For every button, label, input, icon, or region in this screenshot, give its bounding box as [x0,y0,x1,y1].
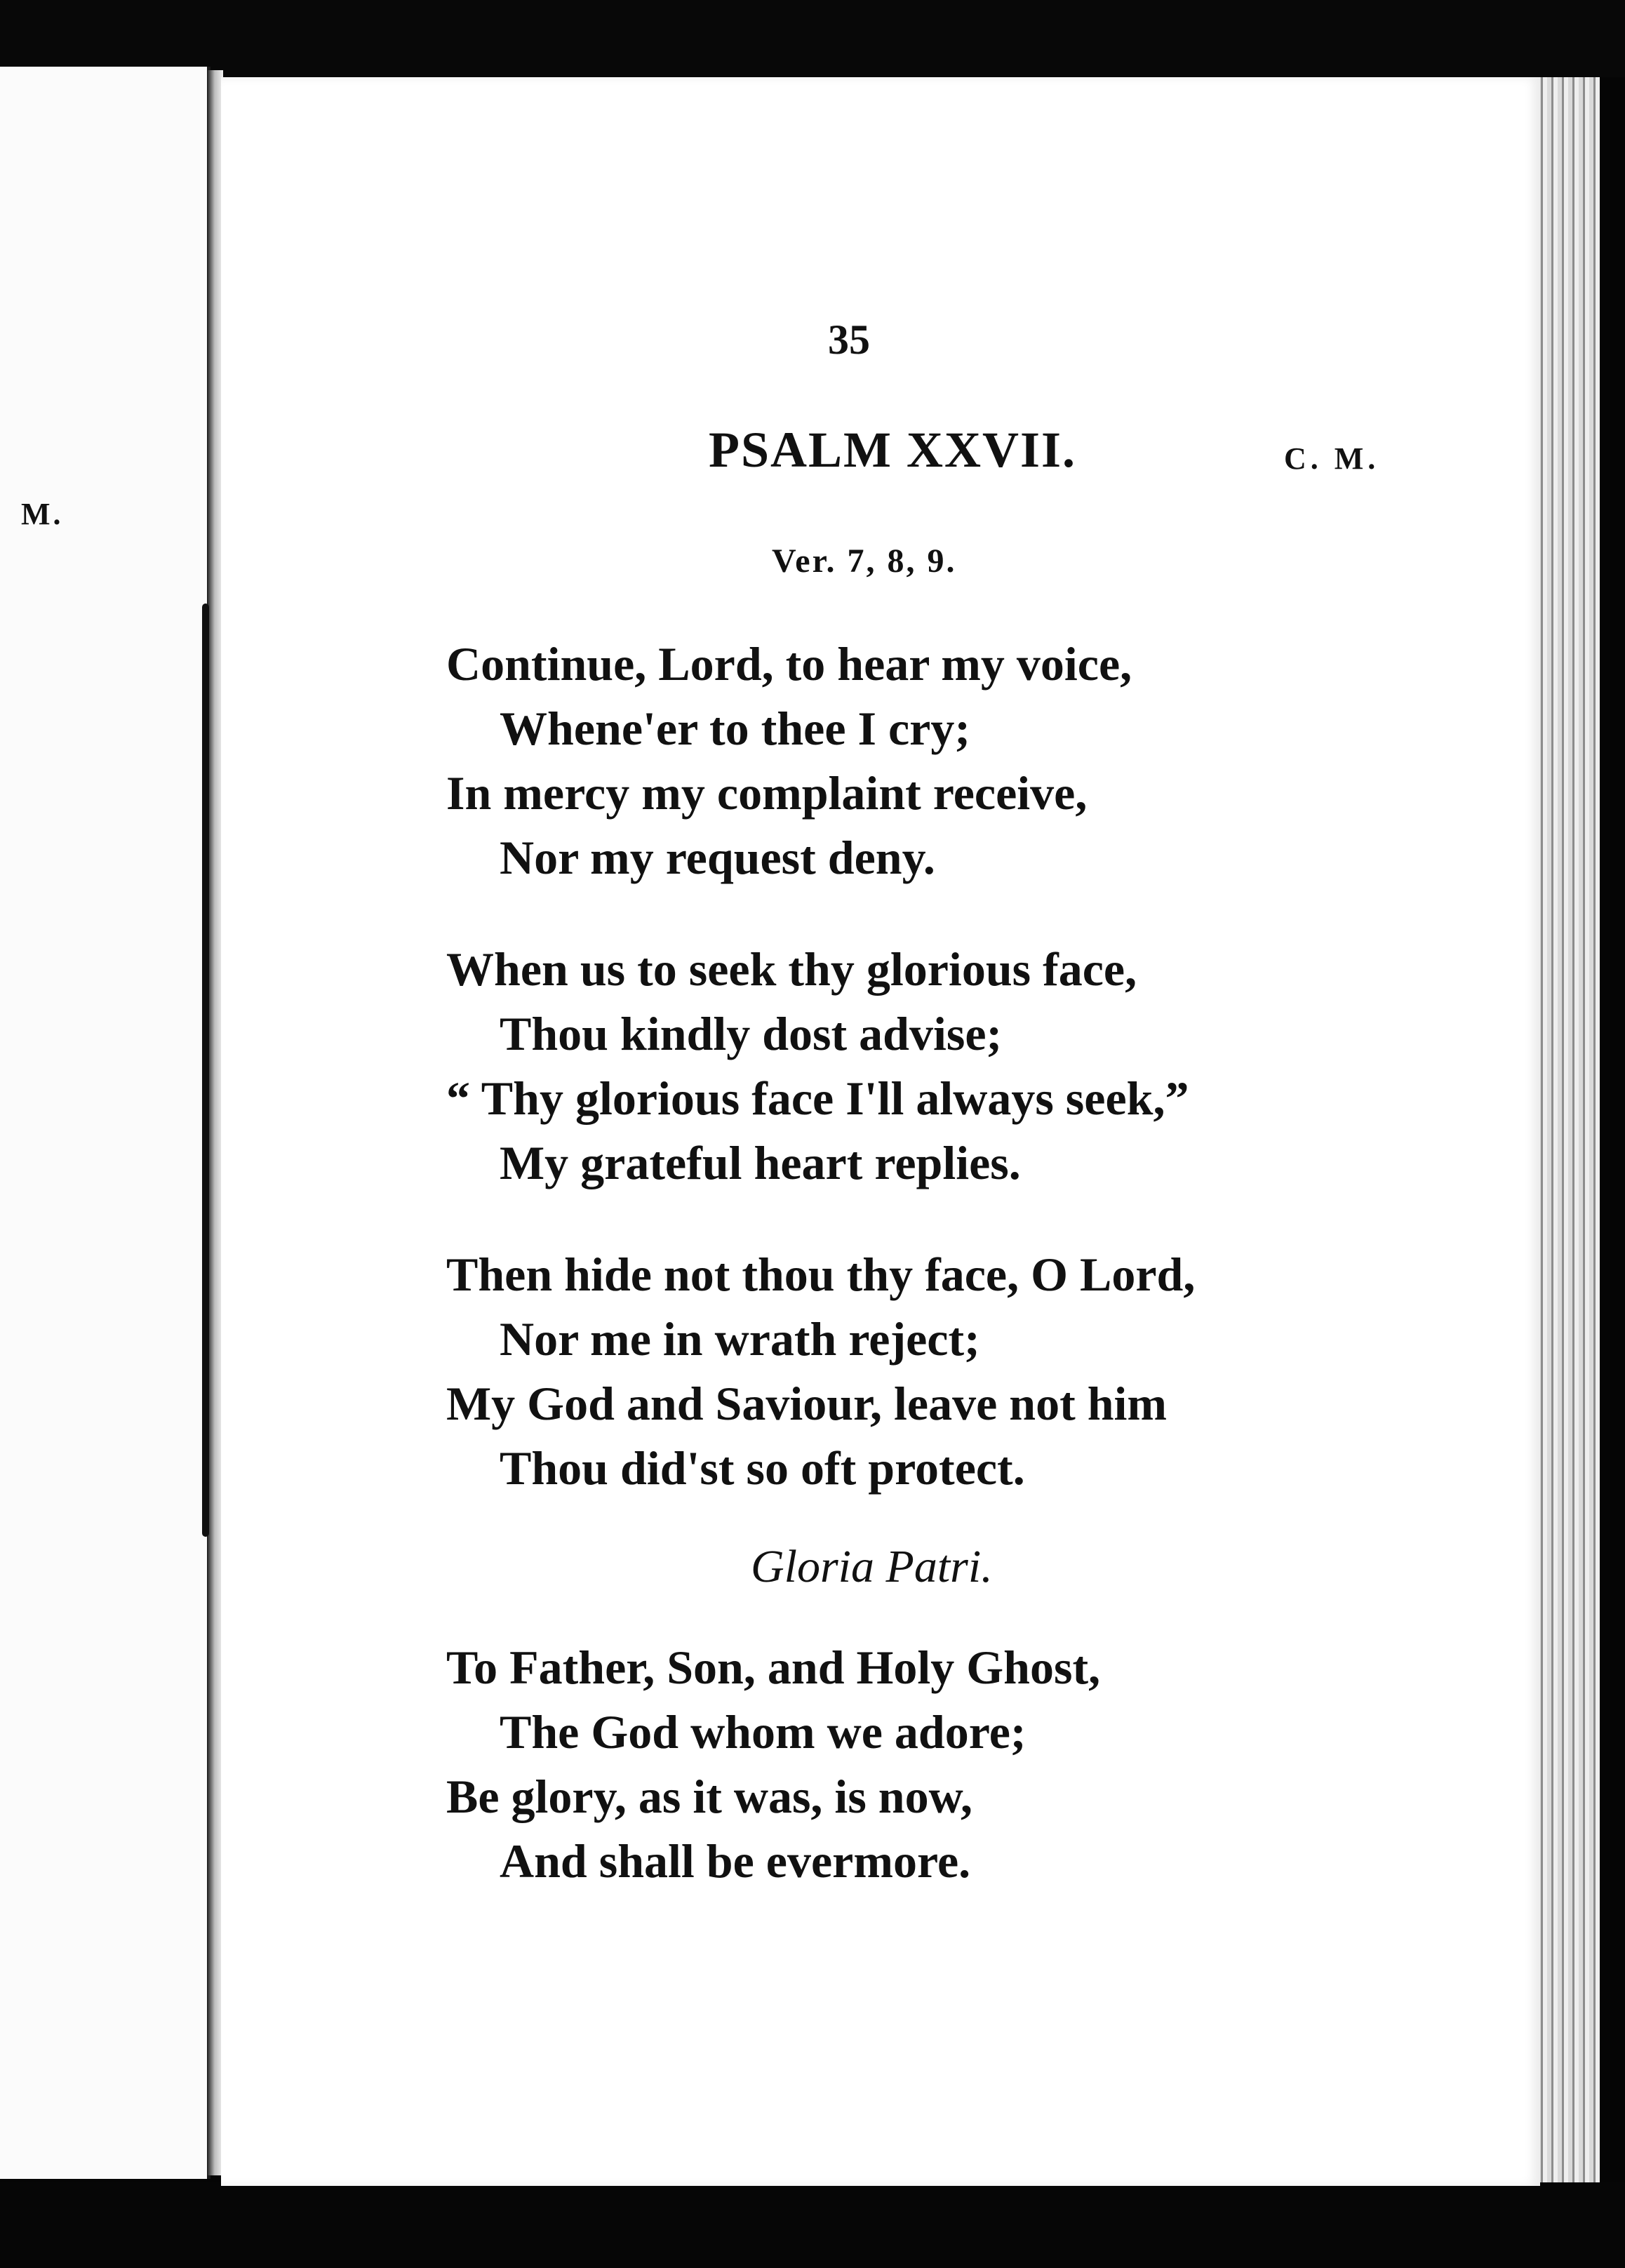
stanza-line: The God whom we adore; [500,1705,1027,1759]
stanza-line: My God and Saviour, leave not him [446,1377,1168,1430]
stanza-line: Whene'er to thee I cry; [500,702,970,755]
scan-top-edge [0,0,1625,77]
gloria-heading: Gloria Patri. [751,1541,993,1592]
page-edges [1537,77,1600,2182]
stanza-line: And shall be evermore. [500,1834,971,1888]
left-page [0,67,210,2179]
gloria-stanza [446,1635,1100,1893]
stanza-line: My grateful heart replies. [500,1136,1021,1189]
stanza-line: Be glory, as it was, is now, [446,1770,972,1823]
stanza-line: “ Thy glorious face I'll always seek,” [446,1072,1189,1125]
stanza-line: Nor my request deny. [500,831,935,884]
stanza-line: In mercy my complaint receive, [446,766,1088,820]
meter-label: C. M. [1284,441,1380,476]
stanza-line: Nor me in wrath reject; [500,1312,980,1366]
left-page-meter-mark: M. [21,497,64,531]
gutter-binding-shadow [202,603,209,1537]
verse-reference-prefix: Ver. [772,542,837,580]
stanza-2 [446,937,1189,1195]
psalm-title: PSALM XXVII. [709,422,1077,478]
stanza-line: Continue, Lord, to hear my voice, [446,637,1132,691]
verse-reference-numbers: 7, 8, 9. [847,542,957,580]
stanza-line: Then hide not thou thy face, O Lord, [446,1248,1196,1301]
stanza-line: When us to seek thy glorious face, [446,942,1137,996]
page-number: 35 [828,316,870,363]
verse-reference [772,542,956,580]
stanza-line: Thou did'st so oft protect. [500,1441,1025,1495]
stanza-line: To Father, Son, and Holy Ghost, [446,1641,1101,1694]
stanza-3 [446,1242,1195,1500]
scan-bottom-edge [0,2182,1625,2268]
stanza-1 [446,632,1132,890]
stanza-line: Thou kindly dost advise; [500,1007,1003,1060]
